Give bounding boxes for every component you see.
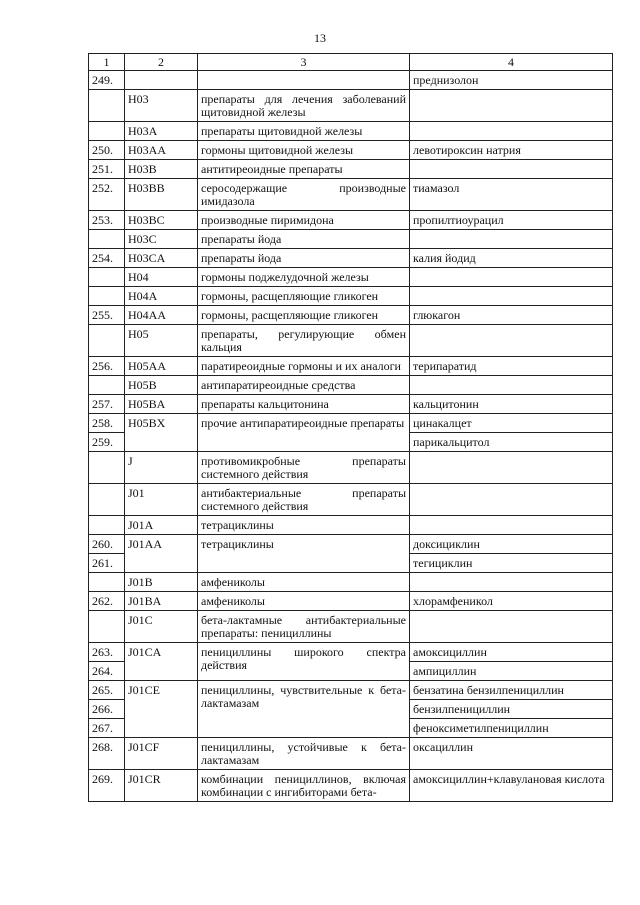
row-number: 255. [89,306,125,325]
atc-code [125,71,198,90]
atc-code: H03B [125,160,198,179]
drug-name [410,376,613,395]
row-number: 262. [89,592,125,611]
group-name: препараты, регулирующие обмен кальция [198,325,410,357]
group-name: препараты йода [198,249,410,268]
group-name [198,71,410,90]
atc-code: H05BX [125,414,198,452]
group-name: препараты для лечения заболеваний щитовидной железы [198,90,410,122]
drug-classification-table [88,53,613,802]
atc-code: H04A [125,287,198,306]
drug-name [410,230,613,249]
atc-code: J01AA [125,535,198,573]
table-row [89,122,613,141]
drug-name: доксициклин [410,535,613,554]
table-row [89,160,613,179]
group-name: амфениколы [198,592,410,611]
drug-name [410,325,613,357]
drug-name: бензилпенициллин [410,700,613,719]
drug-name [410,611,613,643]
group-name: препараты щитовидной железы [198,122,410,141]
group-name: гормоны поджелудочной железы [198,268,410,287]
group-name: антитиреоидные препараты [198,160,410,179]
drug-name: бензатина бензилпенициллин [410,681,613,700]
atc-code: J01C [125,611,198,643]
drug-name: цинакалцет [410,414,613,433]
table-row [89,484,613,516]
row-number: 264. [89,662,125,681]
row-number: 261. [89,554,125,573]
row-number: 253. [89,211,125,230]
row-number: 256. [89,357,125,376]
atc-code: H03A [125,122,198,141]
drug-name: глюкагон [410,306,613,325]
group-name: пенициллины, чувствительные к бета-лактамазам [198,681,410,738]
table-row [89,71,613,90]
row-number [89,376,125,395]
group-name: гормоны, расщепляющие гликоген [198,306,410,325]
group-name: амфениколы [198,573,410,592]
group-name: тетрациклины [198,516,410,535]
atc-code: H05BA [125,395,198,414]
atc-code: H03C [125,230,198,249]
table-row [89,249,613,268]
group-name: гормоны, расщепляющие гликоген [198,287,410,306]
group-name: пенициллины широкого спектра действия [198,643,410,681]
atc-code: H03BB [125,179,198,211]
table-row [89,681,613,700]
group-name: паратиреоидные гормоны и их аналоги [198,357,410,376]
drug-name: ампициллин [410,662,613,681]
group-name: серосодержащие производные имидазола [198,179,410,211]
table-row [89,643,613,662]
drug-name: кальцитонин [410,395,613,414]
table-row [89,452,613,484]
drug-name: феноксиметилпенициллин [410,719,613,738]
table-row [89,535,613,554]
table-row [89,179,613,211]
drug-name [410,516,613,535]
group-name: противомикробные препараты системного действия [198,452,410,484]
row-number [89,484,125,516]
row-number: 267. [89,719,125,738]
atc-code: J01 [125,484,198,516]
row-number: 268. [89,738,125,770]
group-name: антипаратиреоидные средства [198,376,410,395]
column-header: 2 [125,54,198,71]
drug-name: преднизолон [410,71,613,90]
row-number: 260. [89,535,125,554]
drug-name: амоксициллин [410,643,613,662]
atc-code: H05 [125,325,198,357]
table-row [89,325,613,357]
table-row [89,357,613,376]
row-number: 259. [89,433,125,452]
row-number [89,452,125,484]
table-row [89,738,613,770]
atc-code: J01A [125,516,198,535]
row-number: 249. [89,71,125,90]
row-number [89,122,125,141]
table-row [89,306,613,325]
row-number: 250. [89,141,125,160]
table-row [89,287,613,306]
column-header: 4 [410,54,613,71]
row-number: 265. [89,681,125,700]
row-number: 257. [89,395,125,414]
drug-name [410,90,613,122]
drug-name: левотироксин натрия [410,141,613,160]
drug-name: амоксициллин+клавулановая кислота [410,770,613,802]
column-header: 1 [89,54,125,71]
drug-name: калия йодид [410,249,613,268]
page-number: 13 [314,31,326,45]
table-row [89,395,613,414]
drug-name: пропилтиоурацил [410,211,613,230]
table-row [89,90,613,122]
group-name: бета-лактамные антибактериальные препараты: пенициллины [198,611,410,643]
row-number [89,230,125,249]
atc-code: H03 [125,90,198,122]
row-number: 252. [89,179,125,211]
drug-name: оксациллин [410,738,613,770]
table-row [89,414,613,433]
drug-name [410,573,613,592]
atc-code: J01CR [125,770,198,802]
row-number: 251. [89,160,125,179]
atc-code: J01CE [125,681,198,738]
drug-name [410,484,613,516]
row-number [89,90,125,122]
row-number: 269. [89,770,125,802]
drug-name: терипаратид [410,357,613,376]
atc-code: J01BA [125,592,198,611]
atc-code: H05B [125,376,198,395]
drug-name: тегициклин [410,554,613,573]
atc-code: H03CA [125,249,198,268]
atc-code: H05AA [125,357,198,376]
drug-name [410,287,613,306]
drug-name [410,452,613,484]
atc-code: H03AA [125,141,198,160]
table-row [89,770,613,802]
group-name: пенициллины, устойчивые к бета-лактамазам [198,738,410,770]
atc-code: H04 [125,268,198,287]
row-number [89,516,125,535]
group-name: гормоны щитовидной железы [198,141,410,160]
table-row [89,230,613,249]
row-number [89,325,125,357]
atc-code: J01B [125,573,198,592]
atc-code: J01CA [125,643,198,681]
atc-code: J [125,452,198,484]
drug-name [410,160,613,179]
group-name: прочие антипаратиреоидные препараты [198,414,410,452]
column-header: 3 [198,54,410,71]
drug-name: тиамазол [410,179,613,211]
table-row [89,376,613,395]
row-number [89,287,125,306]
group-name: антибактериальные препараты системного действия [198,484,410,516]
table-row [89,611,613,643]
table-row [89,211,613,230]
table-row [89,573,613,592]
group-name: комбинации пенициллинов, включая комбинации с ингибиторами бета- [198,770,410,802]
drug-name [410,122,613,141]
table-header-row [89,54,613,71]
drug-name: парикальцитол [410,433,613,452]
row-number: 266. [89,700,125,719]
drug-name: хлорамфеникол [410,592,613,611]
group-name: производные пиримидона [198,211,410,230]
table-row [89,516,613,535]
table-row [89,592,613,611]
group-name: препараты йода [198,230,410,249]
row-number [89,611,125,643]
atc-code: H04AA [125,306,198,325]
table-row [89,141,613,160]
group-name: тетрациклины [198,535,410,573]
atc-code: H03BC [125,211,198,230]
group-name: препараты кальцитонина [198,395,410,414]
table-row [89,268,613,287]
row-number: 258. [89,414,125,433]
row-number: 263. [89,643,125,662]
row-number: 254. [89,249,125,268]
row-number [89,573,125,592]
row-number [89,268,125,287]
drug-name [410,268,613,287]
atc-code: J01CF [125,738,198,770]
